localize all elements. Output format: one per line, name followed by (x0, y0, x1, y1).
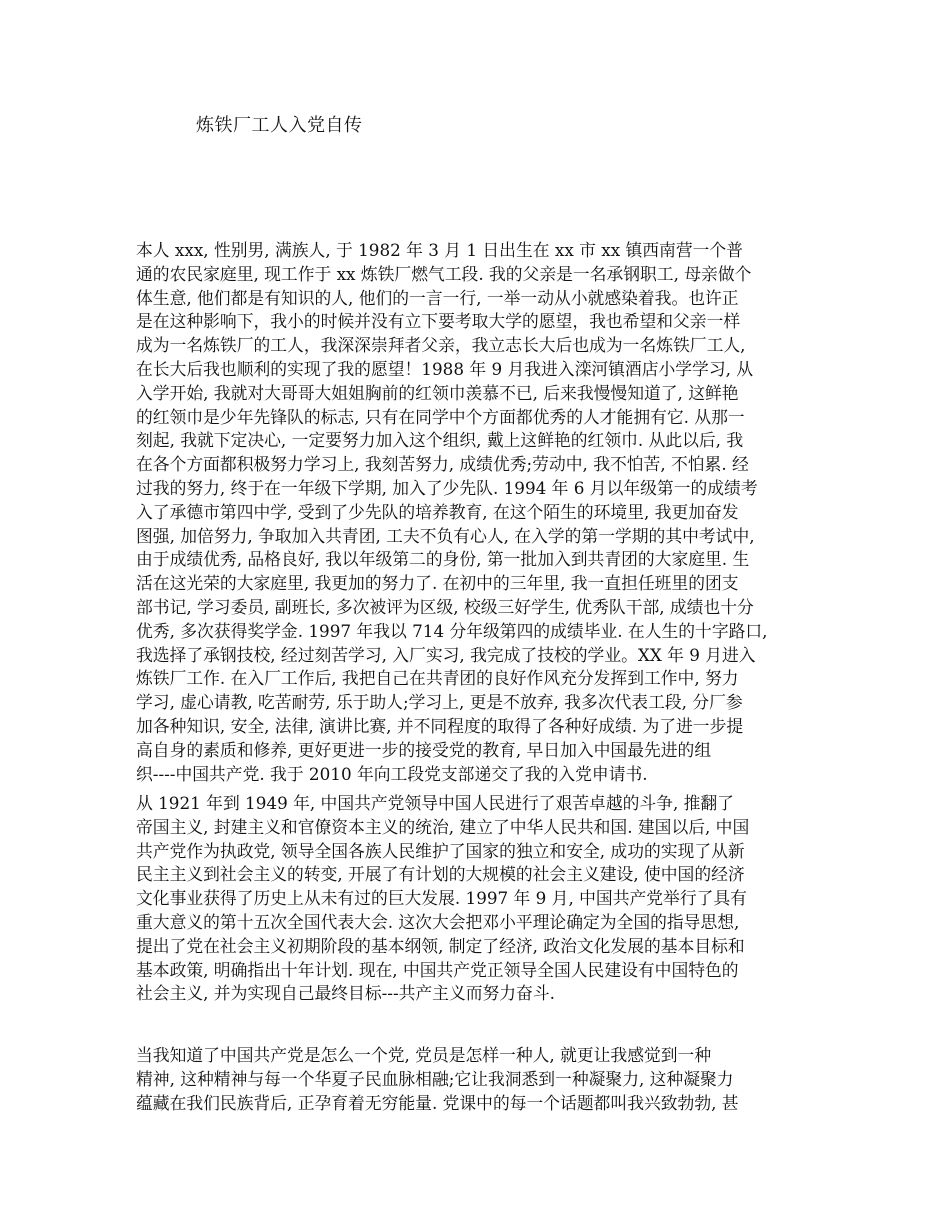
paragraph-line: 当我知道了中国共产党是怎么一个党, 党员是怎样一种人, 就更让我感觉到一种 (136, 1045, 712, 1065)
paragraph-line: 社会主义, 并为实现自己最终目标---共产主义而努力奋斗. (136, 983, 555, 1004)
paragraph-line: 炼铁厂工作. 在入厂工作后, 我把自己在共青团的良好作风充分发挥到工作中, 努力 (136, 668, 739, 689)
paragraph-3 (136, 1044, 816, 1115)
paragraph-line: 我选择了承钢技校, 经过刻苦学习, 入厂实习, 我完成了技校的学业。XX 年 9 月进入 (136, 644, 756, 665)
paragraph-line: 高自身的素质和修养, 更好更进一步的接受党的教育, 早日加入中国最先进的组 (136, 739, 712, 760)
paragraph-line: 蕴藏在我们民族背后, 正孕育着无穷能量. 党课中的每一个话题都叫我兴致勃勃, 甚 (136, 1092, 739, 1113)
paragraph-line: 体生意, 他们都是有知识的人, 他们的一言一行, 一举一动从小就感染着我。也许正 (136, 287, 739, 308)
paragraph-line: 从 1921 年到 1949 年, 中国共产党领导中国人民进行了艰苦卓越的斗争, 推翻了 (136, 793, 734, 813)
paragraph-line: 活在这光荣的大家庭里, 我更加的努力了. 在初中的三年里, 我一直担任班里的团支 (136, 573, 739, 594)
paragraph-line: 基本政策, 明确指出十年计划. 现在, 中国共产党正领导全国人民建设有中国特色的 (136, 959, 739, 980)
paragraph-line: 精神, 这种精神与每一个华夏子民血脉相融;它让我洞悉到一种凝聚力, 这种凝聚力 (136, 1068, 734, 1089)
paragraph-line: 重大意义的第十五次全国代表大会. 这次大会把邓小平理论确定为全国的指导思想, (136, 911, 740, 932)
paragraph-line: 过我的努力, 终于在一年级下学期, 加入了少先队. 1994 年 6 月以年级第一的成绩考 (136, 477, 758, 498)
paragraph-line: 由于成绩优秀, 品格良好, 我以年级第二的身份, 第一批加入到共青团的大家庭里. 生 (136, 549, 750, 570)
paragraph-line: 刻起, 我就下定决心, 一定要努力加入这个组织, 戴上这鲜艳的红领巾. 从此以后, 我 (136, 430, 744, 451)
paragraph-line: 本人 xxx, 性别男, 满族人, 于 1982 年 3 月 1 日出生在 xx 市 xx 镇西南营一个普 (136, 240, 743, 260)
paragraph-line: 图强, 加倍努力, 争取加入共青团, 工夫不负有心人, 在入学的第一学期的其中考试中, (136, 525, 755, 546)
paragraph-line: 加各种知识, 安全, 法律, 演讲比赛, 并不同程度的取得了各种好成绩. 为了进一步提 (136, 715, 744, 736)
paragraph-line: 入了承德市第四中学, 受到了少先队的培养教育, 在这个陌生的环境里, 我更加奋发 (136, 501, 739, 522)
paragraph-line: 是在这种影响下，我小的时候并没有立下要考取大学的愿望，我也希望和父亲一样 (136, 311, 741, 332)
paragraph-line: 民主主义到社会主义的转变, 开展了有计划的大规模的社会主义建设, 使中国的经济 (136, 864, 745, 885)
paragraph-1 (136, 239, 816, 786)
paragraph-line: 在各个方面都积极努力学习上, 我刻苦努力, 成绩优秀;劳动中, 我不怕苦, 不怕累. 经 (136, 454, 749, 475)
paragraph-line: 通的农民家庭里, 现工作于 xx 炼铁厂燃气工段. 我的父亲是一名承钢职工, 母亲做个 (136, 263, 752, 284)
paragraph-line: 共产党作为执政党, 领导全国各族人民维护了国家的独立和安全, 成功的实现了从新 (136, 840, 745, 861)
paragraph-line: 在长大后我也顺利的实现了我的愿望！1988 年 9 月我进入滦河镇酒店小学学习, 从 (136, 358, 754, 379)
document-title: 炼铁厂工人入党自传 (196, 115, 363, 136)
paragraph-line: 织----中国共产党. 我于 2010 年向工段党支部递交了我的入党申请书. (136, 763, 648, 784)
paragraph-line: 入学开始, 我就对大哥哥大姐姐胸前的红领巾羡慕不已, 后来我慢慢知道了, 这鲜艳 (136, 382, 739, 403)
paragraph-line: 成为一名炼铁厂的工人，我深深崇拜者父亲，我立志长大后也成为一名炼铁厂工人, (136, 335, 746, 356)
paragraph-line: 提出了党在社会主义初期阶段的基本纲领, 制定了经济, 政治文化发展的基本目标和 (136, 935, 745, 956)
paragraph-line: 帝国主义, 封建主义和官僚资本主义的统治, 建立了中华人民共和国. 建国以后, 中国 (136, 816, 750, 837)
paragraph-2 (136, 792, 816, 1006)
paragraph-line: 优秀, 多次获得奖学金. 1997 年我以 714 分年级第四的成绩毕业. 在人生的十字路口, (136, 620, 768, 641)
paragraph-line: 学习, 虚心请教, 吃苦耐劳, 乐于助人;学习上, 更是不放弃, 我多次代表工段, 分厂参 (136, 692, 743, 713)
paragraph-line: 部书记, 学习委员, 副班长, 多次被评为区级, 校级三好学生, 优秀队干部, 成绩也十分 (136, 596, 754, 617)
paragraph-line: 文化事业获得了历史上从未有过的巨大发展. 1997 年 9 月, 中国共产党举行了具有 (136, 888, 747, 909)
paragraph-line: 的红领巾是少年先锋队的标志, 只有在同学中个方面都优秀的人才能拥有它. 从那一 (136, 406, 745, 427)
